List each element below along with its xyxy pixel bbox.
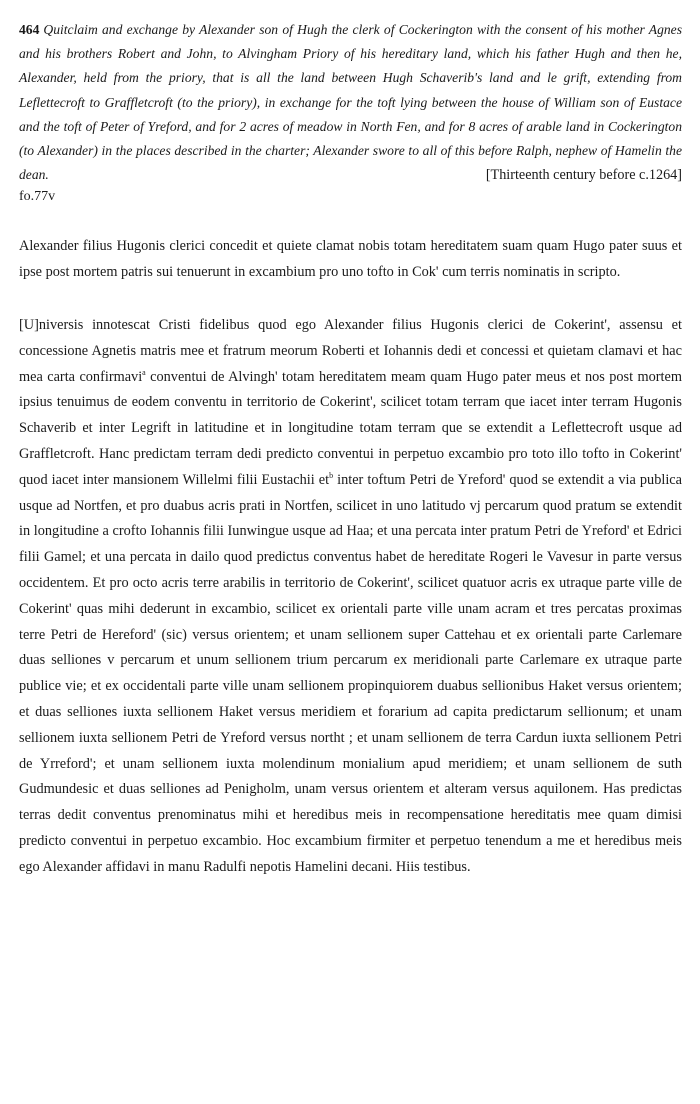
rubric-paragraph: Alexander filius Hugonis clerici concedit et quiete clamat nobis totam hereditatem suam quam Hugo pater suus et ipse post mortem patris sui tenuerunt in excambium pro uno tofto in Cok' cum terris nominatis in scripto. <box>19 238 682 281</box>
footnote-marker-a: a <box>142 367 146 377</box>
entry-number: 464 <box>19 22 40 37</box>
footnote-marker-b: b <box>329 470 334 480</box>
charter-text-part-3: inter toftum Petri de Yreford' quod se extendit a via publica usque ad Nortfen, et pro duabus acris prati in Nortfen, scilicet in uno latitudo vj percarum quod pratum se extendit in longitudine a crofto Iohannis filii Iunwingue usque ad Haa; et una percata inter pratum Petri de Yreford' et Edrici filii Gamel; et una percata in dailo quod predictus conventus habet de hereditate Rogeri le Vavesur in parte versus occidentem. Et pro octo acris terre arabilis in territorio de Cokerint', scilicet quatuor acris ex utraque parte ville de Cokerint' quas mihi dederunt in excambio, scilicet ex orientali parte ville unam acram et tres percatas proximas terre Petri de Hereford' (sic) versus orientem; et unam sellionem super Cattehau et ex orientali parte Carlemare duas selliones v percarum et unum sellionem trium percarum ex meridionali parte Carlemare ex utraque parte publice vie; et ex occidentali parte ville unam sellionem propinquiorem duabus sellionibus Haket versus orientem; et duas selliones iuxta sellionem Haket versus meridiem et forarium ad capita predictarum sellionum; et unam sellionem iuxta sellionem Petri de Yreford versus northt ; et unam sellionem de terra Cardun iuxta sellionem Petri de Yrreford'; et unam sellionem iuxta molendinum monialium apud meridiem; et unam sellionem de suth Gudmundesic et duas selliones ad Penigholm, unam versus orientem et alteram versus aquilonem. Has predictas terras dedit conventus prenominatus mihi et heredibus meis in recompensatione hereditatis mee quam dimisi predicto conventui in perpetuo excambio. Hoc excambium firmiter et perpetuo tenendum a me et heredibus meis ego Alexander affidavi in manu Radulfi nepotis Hamelini decani. Hiis testibus. <box>19 471 682 875</box>
charter-text-part-1: [U]niversis innotescat Cristi fidelibus quod ego Alexander filius Hugonis clerici de Cokerint', assensu et concessione Agnetis matris mee et fratrum meorum Roberti et Iohannis dedi et concessi et quietam clamavi et hac mea carta confirmavi <box>19 317 682 385</box>
charter-paragraph <box>19 313 682 881</box>
summary-text: Quitclaim and exchange by Alexander son of Hugh the clerk of Cockerington with the consent of his mother Agnes and his brothers Robert and John, to Alvingham Priory of his hereditary land, which his father Hugh and then he, Alexander, held from the priory, that is all the land between Hugh Schaverib's land and le grift, extending from Leflettecroft to Graffletcroft (to the priory), in exchange for the toft lying between the house of William son of Eustace and the toft of Peter of Yreford, and for 2 acres of meadow in North Fen, and for 8 acres of arable land in Cockerington (to Alexander) in the places described in the charter; Alexander swore to all of this before Ralph, nephew of Hamelin the dean. <box>19 22 682 183</box>
entry-summary <box>19 18 682 187</box>
entry-date: [Thirteenth century before c.1264] <box>485 167 682 184</box>
charter-text-part-2: conventui de Alvingh' totam hereditatem meam quam Hugo pater meus et nos post mortem ipsius tenuimus de eodem conventu in territorio de Cokerint', scilicet totam terram que iacet inter terram Hugonis Schaverib et inter Legrift in latitudine et in longitudine totam terram que se extendit a Leflettecroft usque ad Graffletcroft. Hanc predictam terram dedi predicto conventui in perpetuo excambio pro toto illo tofto in Cokerint' quod iacet inter mansionem Willelmi filii Eustachii et <box>19 368 682 488</box>
folio-reference: fo.77v <box>19 189 56 205</box>
